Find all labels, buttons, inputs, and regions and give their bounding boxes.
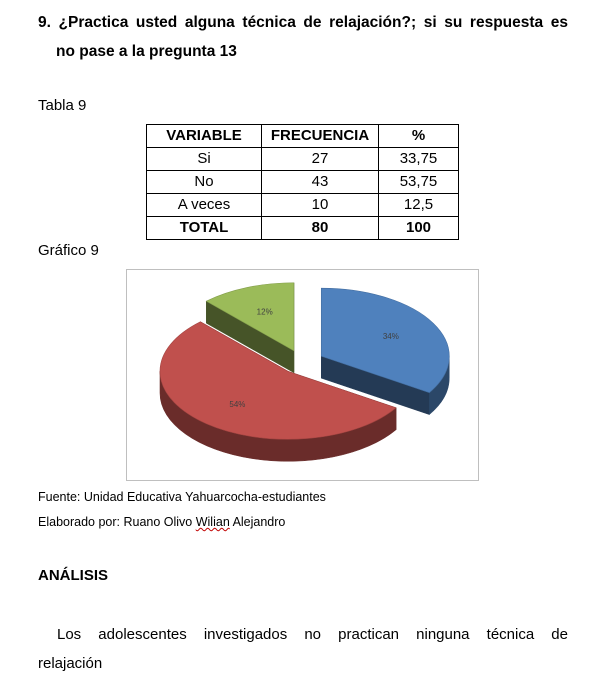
paragraph-line-1: Los adolescentes investigados no practican ninguna técnica de	[57, 626, 568, 643]
source-note: Fuente: Unidad Educativa Yahuarcocha-estudiantes	[38, 490, 326, 504]
frequency-table	[146, 124, 459, 240]
pie-chart-frame	[126, 269, 479, 481]
cell-variable: Si	[147, 148, 262, 171]
header-variable: VARIABLE	[147, 125, 262, 148]
author-note-after: Alejandro	[229, 515, 286, 529]
author-note-before: Elaborado por: Ruano Olivo	[38, 515, 196, 529]
pie-data-label: 54%	[229, 399, 246, 409]
cell-frecuencia: 10	[262, 194, 379, 217]
question-line-2: no pase a la pregunta 13	[56, 43, 237, 60]
table-header-row	[147, 125, 459, 148]
cell-variable: No	[147, 171, 262, 194]
table-total-row	[147, 217, 459, 240]
cell-frecuencia: 43	[262, 171, 379, 194]
question-line-1: 9. ¿Practica usted alguna técnica de relajación?; si su respuesta es	[38, 14, 568, 31]
paragraph-line-2: relajación	[38, 655, 103, 672]
header-percent: %	[379, 125, 459, 148]
pie-data-label: 12%	[256, 307, 273, 317]
author-note	[38, 515, 285, 529]
table-row	[147, 171, 459, 194]
table-row	[147, 194, 459, 217]
author-note-underlined: Wilian	[195, 515, 230, 529]
total-frecuencia: 80	[262, 217, 379, 240]
cell-percent: 53,75	[379, 171, 459, 194]
cell-variable: A veces	[147, 194, 262, 217]
pie-chart	[127, 270, 478, 480]
total-percent: 100	[379, 217, 459, 240]
header-frecuencia: FRECUENCIA	[262, 125, 379, 148]
pie-data-label: 34%	[382, 331, 399, 341]
table-row	[147, 148, 459, 171]
analysis-heading: ANÁLISIS	[38, 567, 109, 584]
total-label: TOTAL	[147, 217, 262, 240]
chart-caption: Gráfico 9	[38, 242, 99, 259]
table-caption: Tabla 9	[38, 97, 87, 114]
cell-percent: 33,75	[379, 148, 459, 171]
question-heading	[38, 8, 568, 66]
analysis-paragraph	[38, 620, 568, 678]
cell-frecuencia: 27	[262, 148, 379, 171]
cell-percent: 12,5	[379, 194, 459, 217]
